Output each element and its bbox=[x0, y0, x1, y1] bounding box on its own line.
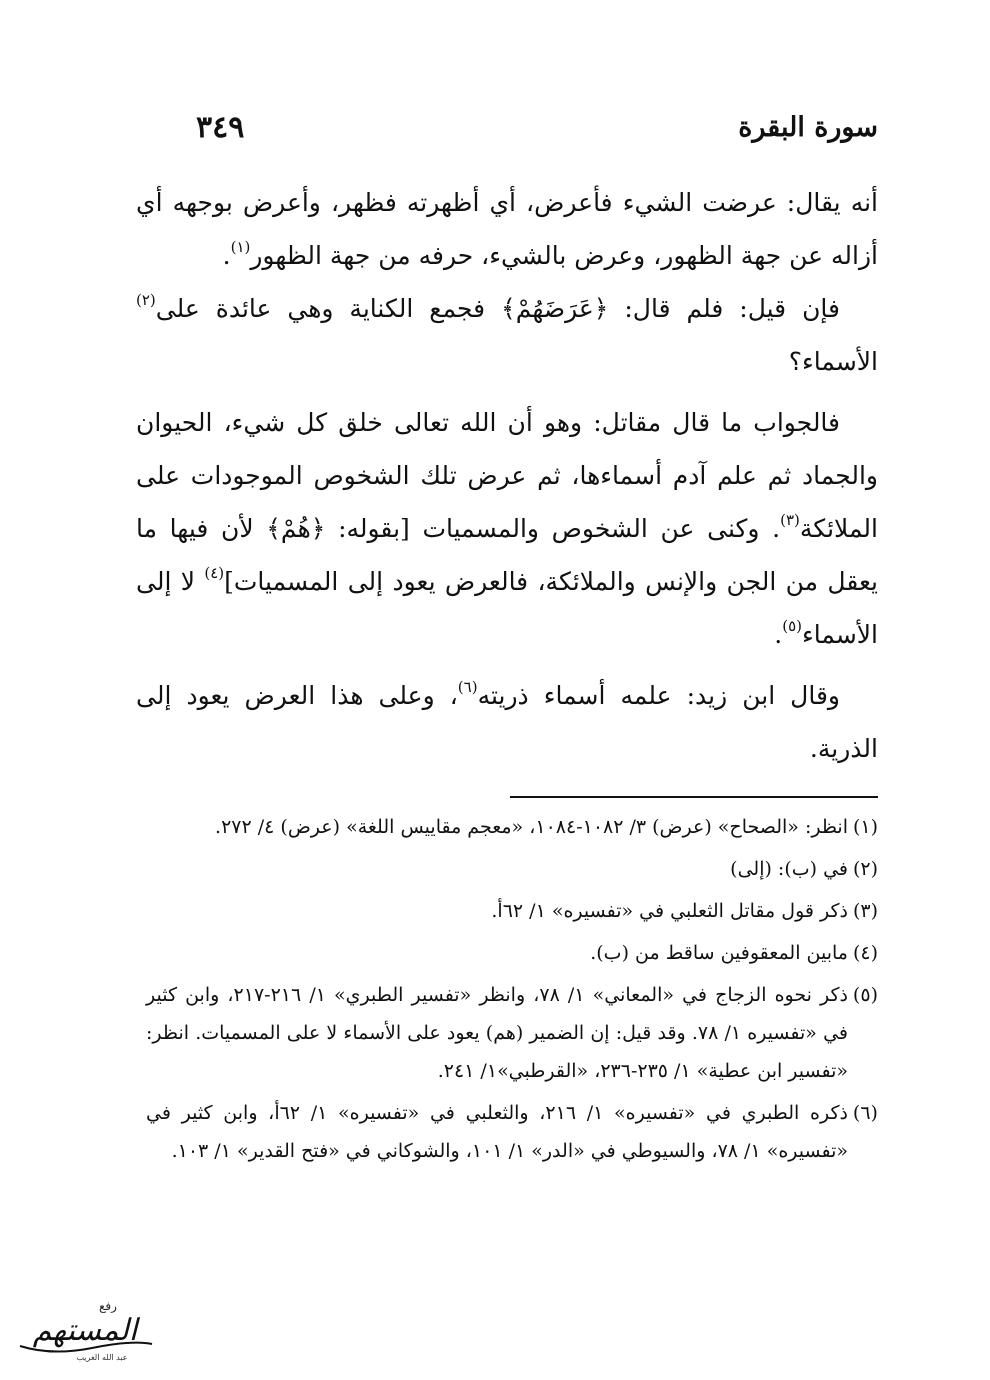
footnote-text: ذكر قول مقاتل الثعلبي في «تفسيره» ١/ ٦٢أ. bbox=[491, 900, 848, 922]
footnote-ref-5[interactable]: (٥) bbox=[782, 617, 803, 635]
logo-main-text: المستهم bbox=[32, 1313, 138, 1348]
page-header bbox=[190, 112, 878, 152]
paragraph-2-text: فإن قيل: فلم قال: ﴿عَرَضَهُمْ﴾ فجمع الكناية وهي عائدة على bbox=[155, 294, 840, 323]
footnote-number: (٦) bbox=[852, 1102, 878, 1124]
footnote-separator bbox=[510, 796, 878, 798]
footnote-text: في (ب): (إلى) bbox=[730, 858, 848, 880]
footnote-text: مابين المعقوفين ساقط من (ب). bbox=[590, 942, 848, 964]
paragraph-4-text: وقال ابن زيد: علمه أسماء ذريته bbox=[477, 681, 840, 710]
footnote-3 bbox=[146, 892, 878, 930]
page-number: ٣٤٩ bbox=[196, 110, 245, 145]
footnote-text: انظر: «الصحاح» (عرض) ٣/ ١٠٨٢-١٠٨٤، «معجم مقاييس اللغة» (عرض) ٤/ ٢٧٢. bbox=[215, 816, 848, 838]
paragraph-4 bbox=[136, 669, 878, 775]
paragraph-4-end: ، وعلى هذا العرض يعود إلى الذرية. bbox=[136, 681, 878, 763]
paragraph-3-end: . bbox=[774, 620, 783, 649]
paragraph-3-text-c: لا إلى الأسماء bbox=[136, 567, 878, 649]
footnote-ref-1[interactable]: (١) bbox=[230, 238, 251, 256]
logo-small-text: رفع bbox=[99, 1299, 117, 1313]
footnote-number: (٥) bbox=[852, 984, 878, 1006]
footnote-6 bbox=[146, 1094, 878, 1170]
paragraph-2-end: الأسماء؟ bbox=[788, 347, 878, 376]
footnote-1 bbox=[146, 808, 878, 846]
paragraph-3-text: فالجواب ما قال مقاتل: وهو أن الله تعالى خلق كل شيء، الحيوان والجماد ثم علم آدم أسماءها، ثم عرض تلك الشخوص الموجودات على الملائكة bbox=[136, 408, 878, 543]
footnotes bbox=[146, 808, 878, 1174]
footnote-number: (٤) bbox=[852, 942, 878, 964]
surah-title: سورة البقرة bbox=[738, 112, 878, 143]
publisher-logo bbox=[12, 1294, 158, 1370]
footnote-ref-6[interactable]: (٦) bbox=[457, 678, 478, 696]
footnote-ref-2[interactable]: (٢) bbox=[136, 291, 156, 309]
footnote-4 bbox=[146, 934, 878, 972]
footnote-text: ذكر نحوه الزجاج في «المعاني» ١/ ٧٨، وانظر «تفسير الطبري» ١/ ٢١٦-٢١٧، وابن كثير في «تفسيره ١/ ٧٨. وقد قيل: إن الضمير (هم) يعود على الأسماء لا على المسميات. انظر: «تفسير ابن عطية» ١/ ٢٣٥-٢٣٦، «القرطبي»١/ ٢٤١. bbox=[146, 984, 848, 1082]
paragraph-3 bbox=[136, 396, 878, 661]
paragraph-3-text-b: . وكنى عن الشخوص والمسميات [بقوله: ﴿هُمْ﴾ لأن فيها ما يعقل من الجن والإنس والملائكة، فالعرض يعود إلى المسميات] bbox=[136, 514, 878, 596]
paragraph-1 bbox=[136, 176, 878, 282]
footnote-number: (١) bbox=[852, 816, 878, 838]
footnote-2 bbox=[146, 850, 878, 888]
paragraph-2 bbox=[136, 282, 878, 388]
footnote-number: (٣) bbox=[852, 900, 878, 922]
footnote-ref-3[interactable]: (٣) bbox=[780, 511, 800, 529]
footnote-text: ذكره الطبري في «تفسيره» ١/ ٢١٦، والثعلبي في «تفسيره» ١/ ٦٢أ، وابن كثير في «تفسيره» ١/ ٧٨، والسيوطي في «الدر» ١/ ١٠١، والشوكاني في «فتح القدير» ١/ ١٠٣. bbox=[146, 1102, 848, 1162]
footnote-number: (٢) bbox=[852, 858, 878, 880]
paragraph-1-end: . bbox=[222, 241, 231, 270]
logo-sub-text: عبد الله الغريب bbox=[76, 1353, 128, 1362]
main-text bbox=[136, 176, 878, 775]
footnote-5 bbox=[146, 976, 878, 1090]
footnote-ref-4[interactable]: (٤) bbox=[204, 564, 225, 582]
paragraph-1-text: أنه يقال: عرضت الشيء فأعرض، أي أظهرته فظهر، وأعرض بوجهه أي أزاله عن جهة الظهور، وعرض بالشيء، حرفه من جهة الظهور bbox=[136, 188, 879, 270]
